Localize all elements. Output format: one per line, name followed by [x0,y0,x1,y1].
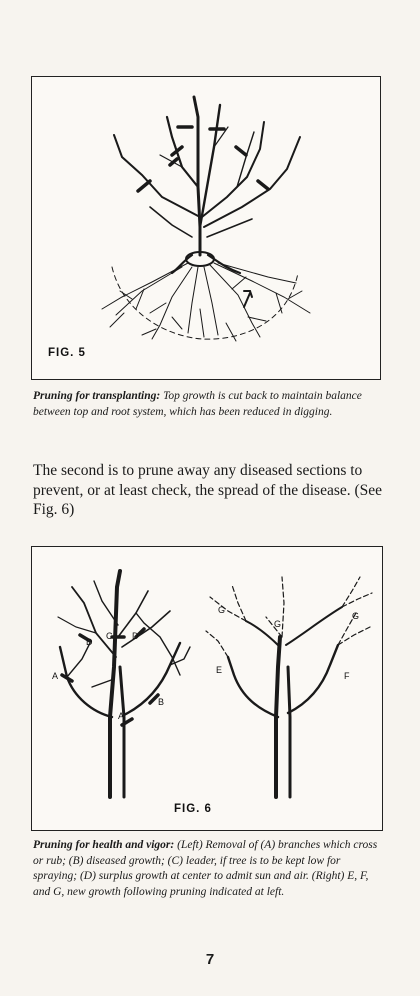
label-g-left: G [218,605,226,615]
label-b: B [158,697,165,707]
transplant-tree-illustration [32,77,380,379]
figure-5-caption-title: Pruning for transplanting: [33,390,161,402]
label-f: F [344,671,350,681]
label-d-left: D [86,637,93,647]
figure-5-label: FIG. 5 [48,347,86,359]
figure-5-caption-text: Top growth is cut back to maintain balance between top and root system, which has been reduced in digging. [33,390,362,418]
label-a-center: A [118,711,125,721]
label-e: E [216,665,223,675]
figure-6-caption-title: Pruning for health and vigor: [33,839,175,851]
label-g-center: G [274,619,282,629]
label-d-right: D [132,631,139,641]
figure-5 [31,76,381,380]
label-c: C [106,631,113,641]
label-g-right: G [352,611,360,621]
page-number: 7 [205,951,215,968]
label-a-left: A [52,671,59,681]
figure-6-caption [33,838,385,900]
figure-6-caption-text: (Left) Removal of (A) branches which cross or rub; (B) diseased growth; (C) leader, if tree is to be kept low for spraying; (D) surplus growth at center to admit sun and air. (Right) E, F, and G, new growth following pruning indicated at left. [33,839,378,898]
health-pruning-illustration [32,547,382,830]
figure-5-caption [33,389,383,420]
figure-6 [31,546,383,831]
figure-6-label: FIG. 6 [174,803,212,815]
body-paragraph: The second is to prune away any diseased sections to prevent, or at least check, the spread of the disease. (See Fig. 6) [33,462,383,518]
